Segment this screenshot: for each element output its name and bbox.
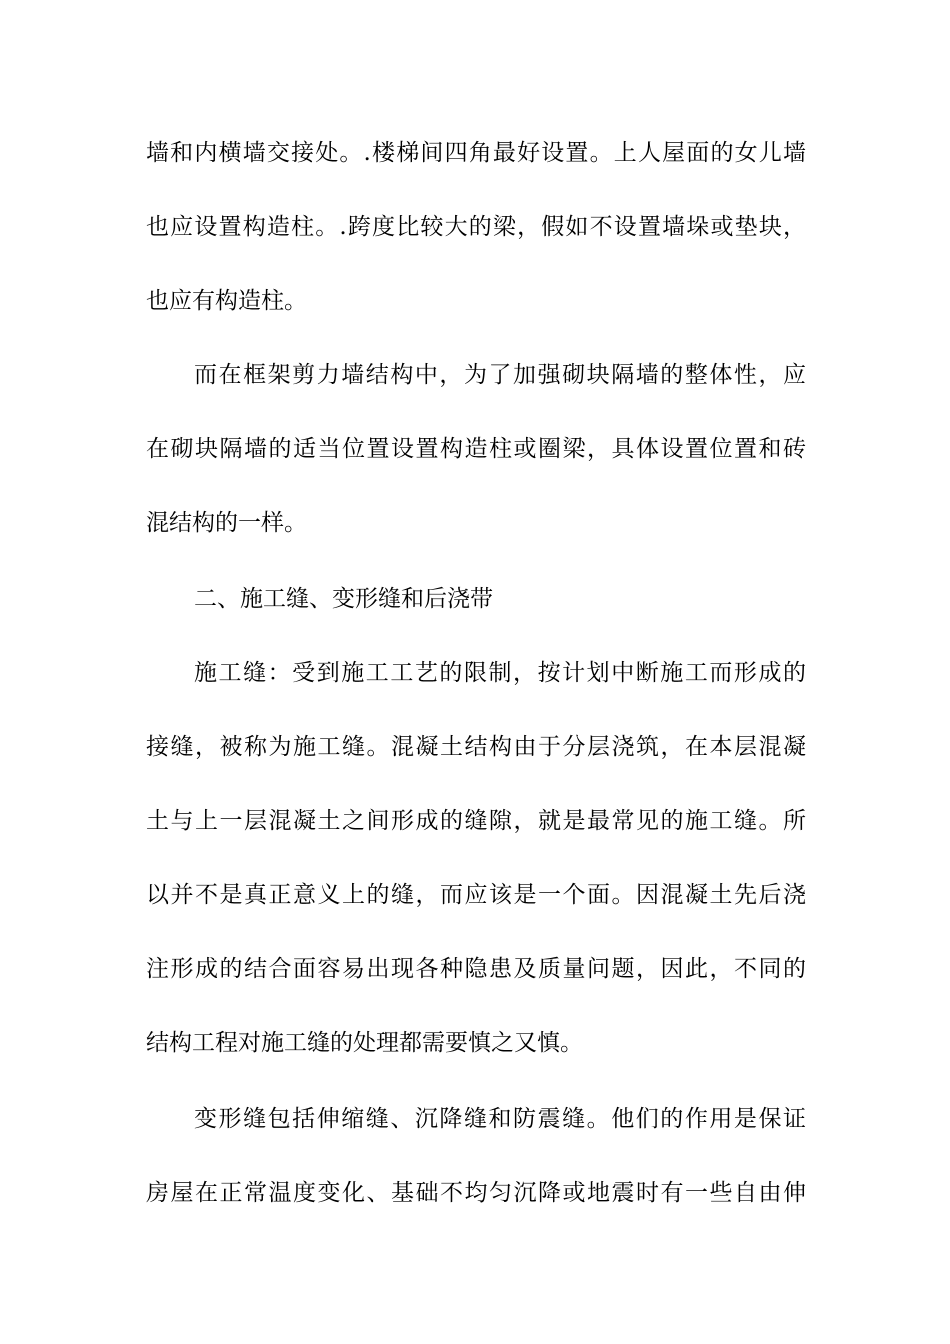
text-line: 土与上一层混凝土之间形成的缝隙，就是最常见的施工缝。所 — [146, 808, 806, 834]
text-line: 混结构的一样。 — [146, 510, 307, 536]
text-line: 结构工程对施工缝的处理都需要慎之又慎。 — [146, 1030, 583, 1056]
text-line: 也应设置构造柱。.跨度比较大的梁，假如不设置墙垛或垫块， — [146, 214, 806, 240]
paragraph-first-line: 施工缝：受到施工工艺的限制，按计划中断施工而形成的 — [194, 660, 806, 686]
paragraph-first-line: 而在框架剪力墙结构中，为了加强砌块隔墙的整体性，应 — [194, 362, 806, 388]
paragraph-first-line: 变形缝包括伸缩缝、沉降缝和防震缝。他们的作用是保证 — [194, 1106, 806, 1132]
text-line: 注形成的结合面容易出现各种隐患及质量问题，因此，不同的 — [146, 956, 806, 982]
text-line: 以并不是真正意义上的缝，而应该是一个面。因混凝土先后浇 — [146, 882, 806, 908]
text-line: 也应有构造柱。 — [146, 288, 307, 314]
text-line: 接缝，被称为施工缝。混凝土结构由于分层浇筑，在本层混凝 — [146, 734, 806, 760]
text-line: 房屋在正常温度变化、基础不均匀沉降或地震时有一些自由伸 — [146, 1180, 806, 1206]
text-line: 在砌块隔墙的适当位置设置构造柱或圈梁，具体设置位置和砖 — [146, 436, 806, 462]
section-heading: 二、施工缝、变形缝和后浇带 — [194, 586, 493, 612]
text-line: 墙和内横墙交接处。.楼梯间四角最好设置。上人屋面的女儿墙 — [146, 140, 806, 166]
